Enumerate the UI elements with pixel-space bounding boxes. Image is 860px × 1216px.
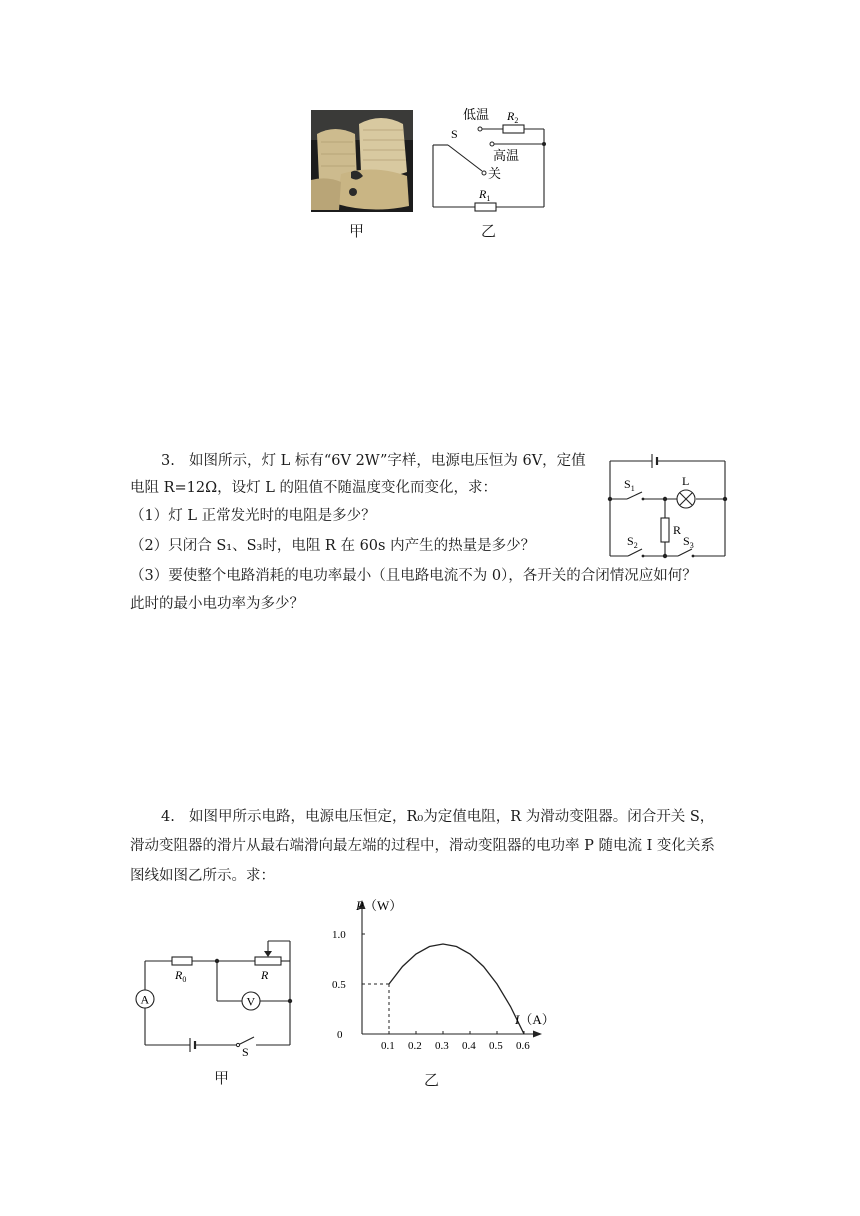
q3-line-1: 如图所示，灯 L 标有“6V 2W”字样，电源电压恒为 6V，定值 xyxy=(189,453,586,469)
y-tick-label: 0.5 xyxy=(332,979,346,991)
figure-caption-yi: 乙 xyxy=(481,222,497,240)
q3-line-3: （1）灯 L 正常发光时的电阻是多少？ xyxy=(130,508,376,524)
label-s1: $S_1$ xyxy=(624,477,635,493)
q3-line-5: （3）要使整个电路消耗的电功率最小（且电路电流不为 0），各开关的合闭情况应如何？ xyxy=(130,568,697,584)
q3-line-2: 电阻 R=12Ω，设灯 L 的阻值不随温度变化而变化，求： xyxy=(130,480,497,496)
seat-photo xyxy=(311,110,413,212)
svg-text:A: A xyxy=(140,992,150,1007)
lamp-icon xyxy=(677,490,695,508)
y-axis-label: P（W） xyxy=(356,898,403,913)
label-lamp: L xyxy=(682,474,690,488)
label-low-temp: 低温 xyxy=(463,107,490,122)
svg-text:V: V xyxy=(246,994,256,1009)
q4-circuit-diagram xyxy=(130,935,300,1057)
x-axis-label: I（A） xyxy=(515,1012,555,1027)
x-tick-label: 0.4 xyxy=(462,1040,476,1052)
q4-line-3: 图线如图乙所示。求： xyxy=(130,868,275,884)
label-r-slider: R xyxy=(261,968,269,982)
q3-circuit-diagram xyxy=(600,446,730,564)
origin-label: 0 xyxy=(337,1029,343,1041)
q4-caption-yi: 乙 xyxy=(424,1071,440,1089)
power-curve xyxy=(389,944,524,1034)
label-switch-s: S xyxy=(451,127,458,141)
label-s2: $S_2$ xyxy=(627,534,638,550)
label-r2: $R_2$ xyxy=(507,109,519,125)
label-r1: $R_1$ xyxy=(479,187,491,203)
heater-circuit-diagram xyxy=(425,98,555,213)
power-current-chart xyxy=(325,895,555,1060)
label-off: 关 xyxy=(488,166,502,181)
q4-line-1: 如图甲所示电路，电源电压恒定，R₀为定值电阻，R 为滑动变阻器。闭合开关 S， xyxy=(189,809,715,825)
label-switch-s: S xyxy=(242,1045,249,1057)
y-tick-label: 1.0 xyxy=(332,929,346,941)
q4-caption-jia: 甲 xyxy=(214,1069,230,1087)
figure-caption-jia: 甲 xyxy=(349,222,365,240)
q4-number: 4. xyxy=(161,809,175,825)
x-tick-label: 0.1 xyxy=(381,1040,395,1052)
label-r0: $R_0$ xyxy=(175,968,187,984)
label-s3: $S_3$ xyxy=(683,534,694,550)
q3-line-4: （2）只闭合 S₁、S₃时，电阻 R 在 60s 内产生的热量是多少？ xyxy=(130,538,536,554)
x-tick-label: 0.2 xyxy=(408,1040,422,1052)
ammeter-icon xyxy=(136,990,154,1008)
label-resistor-r: R xyxy=(673,523,682,537)
q4-line-2: 滑动变阻器的滑片从最右端滑向最左端的过程中，滑动变阻器的电功率 P 随电流 I 变化关系 xyxy=(130,838,715,854)
q3-number: 3. xyxy=(161,453,175,469)
label-high-temp: 高温 xyxy=(493,148,520,163)
q3-line-6: 此时的最小电功率为多少？ xyxy=(130,596,304,612)
x-tick-label: 0.3 xyxy=(435,1040,449,1052)
x-tick-label: 0.5 xyxy=(489,1040,503,1052)
x-tick-label: 0.6 xyxy=(516,1040,530,1052)
voltmeter-icon xyxy=(242,992,260,1010)
